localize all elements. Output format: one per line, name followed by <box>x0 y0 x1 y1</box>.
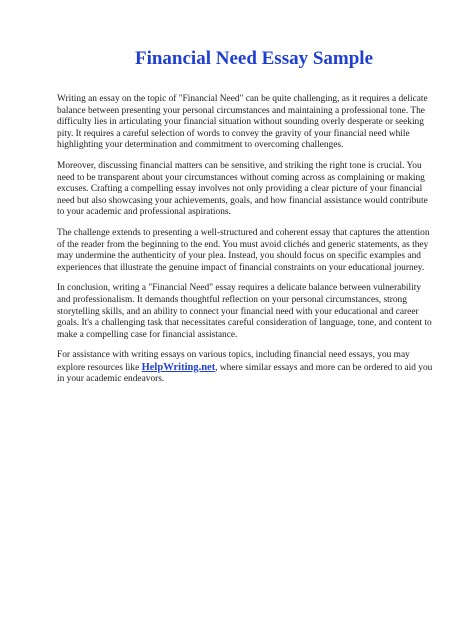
closing-text-before-link: For assistance with writing essays on various topics, including financial need essays, you may explore resources like <box>57 350 410 373</box>
helpwriting-link[interactable]: HelpWriting.net <box>141 361 216 373</box>
document-title: Financial Need Essay Sample <box>134 48 374 69</box>
closing-text-after-link: , where similar essays and more can be ordered to aid you in your academic endeavors. <box>57 362 433 385</box>
paragraph-1: Writing an essay on the topic of "Financial Need" can be quite challenging, as it requires a delicate balance between presenting your personal circumstances and maintaining a professional tone. The difficulty lies in articulating your financial situation without sounding overly desperate or seeking pity. It requires a careful selection of words to convey the gravity of your financial need while highlighting your determination and commitment to overcoming challenges. <box>57 94 428 151</box>
closing-paragraph <box>57 350 434 386</box>
paragraph-2: Moreover, discussing financial matters can be sensitive, and striking the right tone is crucial. You need to be transparent about your circumstances without coming across as complaining or making excuses. Crafting a compelling essay involves not only providing a clear picture of your financial need but also showcasing your achievements, goals, and how financial assistance would contribute to your academic and professional aspirations. <box>57 160 428 218</box>
paragraph-4: In conclusion, writing a "Financial Need" essay requires a delicate balance between vulnerability and professionalism. It demands thoughtful reflection on your personal circumstances, strong storytelling skills, and an ability to connect your financial need with your educational and career goals. It's a challenging task that necessitates careful consideration of language, tone, and content to make a compelling case for financial assistance. <box>57 283 432 340</box>
paragraph-3: The challenge extends to presenting a well-structured and coherent essay that captures the attention of the reader from the beginning to the end. You must avoid clichés and generic statements, as they may undermine the authenticity of your plea. Instead, you should focus on specific examples and experiences that illustrate the genuine impact of financial constraints on your educational journey. <box>57 227 430 273</box>
